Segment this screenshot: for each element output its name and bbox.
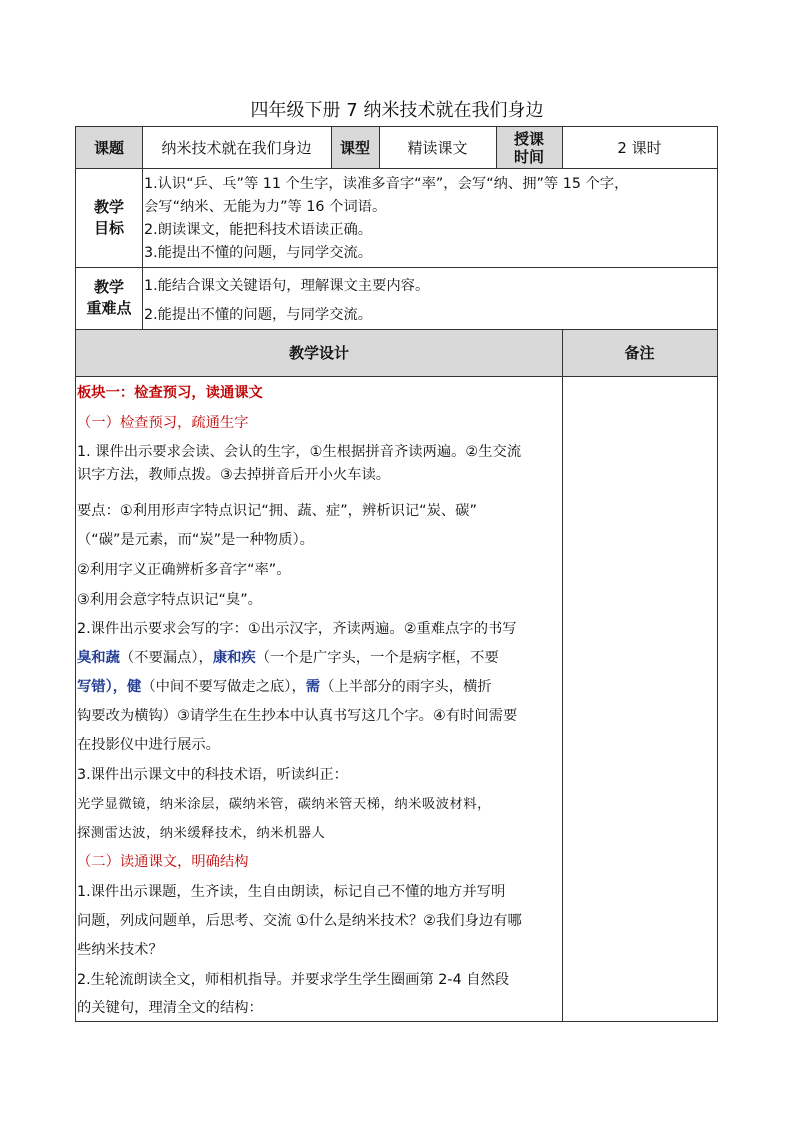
goals-label-line: 目标 bbox=[93, 218, 124, 237]
goals-label bbox=[76, 168, 142, 267]
row-divider bbox=[76, 376, 717, 377]
goals-line: 会写“纳米、无能为力”等 16 个词语。 bbox=[144, 199, 387, 215]
keypoints-line: 2.能提出不懂的问题，与同学交流。 bbox=[144, 307, 373, 323]
keypoints-line: 1.能结合课文关键语句，理解课文主要内容。 bbox=[144, 278, 430, 294]
terms-line: 光学显微镜，纳米涂层，碳纳米管，碳纳米管天梯，纳米吸波材料， bbox=[77, 797, 491, 812]
col-divider bbox=[562, 329, 563, 1021]
content-line: 2.课件出示要求会写的字：①出示汉字，齐读两遍。②重难点字的书写 bbox=[77, 621, 517, 637]
subsection-heading: （一）检查预习，疏通生字 bbox=[77, 415, 249, 431]
content-line: 钩要改为横钩）③请学生在生抄本中认真书写这几个字。④有时间需要 bbox=[77, 708, 518, 724]
key-characters: 写错）， bbox=[77, 679, 128, 695]
goals-line: 3.能提出不懂的问题，与同学交流。 bbox=[144, 245, 373, 261]
terms-line: 探测雷达波，纳米缓释技术，纳米机器人 bbox=[77, 826, 326, 841]
content-line-mixed bbox=[77, 676, 492, 699]
content-text: （不要漏点）， bbox=[119, 650, 213, 666]
hours-value: 2 课时 bbox=[617, 139, 662, 157]
content-line: 1. 课件出示要求会读、会认的生字，①生根据拼音齐读两遍。②生交流 bbox=[77, 444, 522, 460]
key-characters: 健 bbox=[127, 679, 142, 695]
type-label: 课型 bbox=[339, 139, 370, 157]
topic-label: 课题 bbox=[93, 139, 124, 157]
content-line: ②利用字义正确辨析多音字“率”。 bbox=[77, 562, 291, 578]
content-line: 3.课件出示课文中的科技术语，听读纠正： bbox=[77, 767, 348, 783]
design-header: 教学设计 bbox=[288, 344, 349, 362]
type-value: 精读课文 bbox=[407, 139, 468, 157]
page-title: 四年级下册 7 纳米技术就在我们身边 bbox=[250, 100, 544, 121]
content-line: 1.课件出示课题，生齐读，生自由朗读，标记自己不懂的地方并写明 bbox=[77, 884, 506, 900]
key-characters: 臭和蔬 bbox=[77, 650, 120, 666]
content-line: 在投影仪中进行展示。 bbox=[77, 737, 220, 753]
notes-header: 备注 bbox=[624, 344, 655, 362]
content-line: 要点：①利用形声字特点识记“拥、蔬、症”，辨析识记“炭、碳” bbox=[77, 503, 477, 519]
time-label bbox=[496, 127, 562, 168]
lesson-plan-table bbox=[75, 126, 718, 1022]
content-text: （中间不要写做走之底）， bbox=[141, 679, 306, 695]
row-divider bbox=[76, 267, 717, 268]
keypoints-label-line: 教学 bbox=[93, 278, 124, 296]
content-line: 2.生轮流朗读全文，师相机指导。并要求学生学生圈画第 2-4 自然段 bbox=[77, 972, 510, 988]
content-line: 些纳米技术？ bbox=[77, 942, 163, 958]
content-text: （上半部分的雨字头，横折 bbox=[320, 679, 492, 695]
time-label-line: 时间 bbox=[513, 147, 544, 166]
time-label-line: 授课 bbox=[513, 129, 544, 148]
topic-value: 纳米技术就在我们身边 bbox=[161, 139, 312, 157]
content-line: 问题，列成问题单，后思考、交流 ①什么是纳米技术？②我们身边有哪 bbox=[77, 913, 522, 929]
subsection-heading: （二）读通课文，明确结构 bbox=[77, 854, 249, 870]
section-heading: 板块一：检查预习，读通课文 bbox=[77, 385, 263, 401]
goals-line: 1.认识“乒、乓”等 11 个生字，读准多音字“率”，会写“纳、拥”等 15 个字， bbox=[144, 176, 629, 192]
goals-label-line: 教学 bbox=[93, 197, 124, 216]
key-characters: 康和疾 bbox=[212, 650, 256, 666]
content-line-mixed bbox=[77, 647, 499, 670]
content-line: 识字方法，教师点拨。③去掉拼音后开小火车读。 bbox=[77, 467, 391, 483]
keypoints-label bbox=[76, 267, 142, 329]
goals-line: 2.朗读课文，能把科技术语读正确。 bbox=[144, 222, 373, 238]
content-line: ③利用会意字特点识记“臭”。 bbox=[77, 592, 262, 608]
content-line: （“碳”是元素，而“炭”是一种物质）。 bbox=[77, 532, 314, 548]
content-text: （一个是广字头，一个是病字框，不要 bbox=[255, 650, 499, 666]
row-divider bbox=[76, 168, 717, 169]
keypoints-label-line: 重难点 bbox=[86, 299, 132, 317]
content-line: 的关键句，理清全文的结构： bbox=[77, 1000, 263, 1016]
key-characters: 需 bbox=[305, 679, 321, 695]
